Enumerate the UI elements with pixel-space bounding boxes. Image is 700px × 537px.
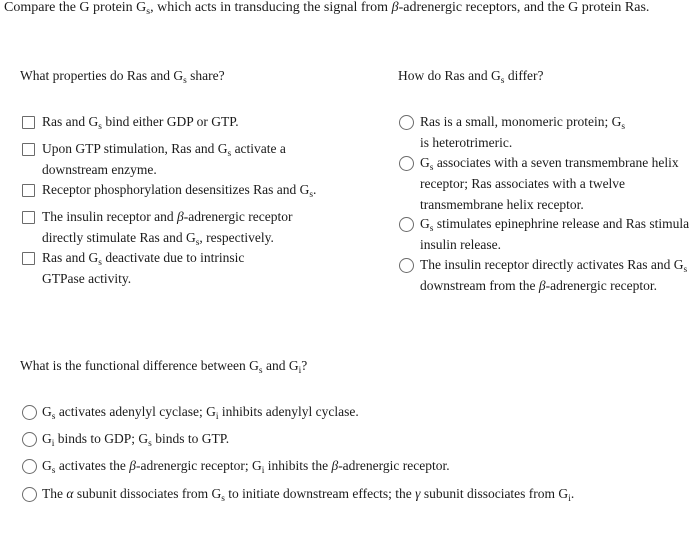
option-label: $G_s$ associates with a seven transmembrane helix bbox=[420, 155, 679, 173]
page-title: Compare the G protein $G_s$, which acts in transducing the signal from β-adrenergic receptors, and the G protein Ras. bbox=[4, 0, 650, 17]
checkbox[interactable] bbox=[22, 143, 35, 156]
option-label-line2: GTPase activity. bbox=[42, 271, 132, 286]
radio-button[interactable] bbox=[22, 432, 37, 447]
option-label: The α subunit dissociates from $G_s$ to initiate downstream effects; the γ subunit dissociates from $G_i$. bbox=[42, 486, 575, 504]
question-functional-difference: What is the functional difference between $G_s$ and $G_i$? bbox=[20, 358, 308, 376]
option-label: Receptor phosphorylation desensitizes Ras and $G_s$. bbox=[42, 182, 317, 200]
option-label: $G_s$ activates adenylyl cyclase; $G_i$ inhibits adenylyl cyclase. bbox=[42, 404, 359, 422]
option-label: Ras is a small, monomeric protein; $G_s$ bbox=[420, 114, 626, 132]
option-label: $G_s$ activates the β-adrenergic receptor; $G_i$ inhibits the β-adrenergic receptor. bbox=[42, 458, 450, 476]
option-label-line2: receptor; Ras associates with a twelve bbox=[420, 176, 626, 191]
option-label: Ras and $G_s$ deactivate due to intrinsic bbox=[42, 250, 245, 268]
radio-button[interactable] bbox=[399, 115, 414, 130]
option-label-line2: is heterotrimeric. bbox=[420, 135, 513, 150]
option-label: $G_i$ binds to GDP; $G_s$ binds to GTP. bbox=[42, 431, 230, 449]
option-label-line2: downstream from the β-adrenergic receptor. bbox=[420, 278, 658, 293]
radio-button[interactable] bbox=[399, 217, 414, 232]
radio-button[interactable] bbox=[22, 487, 37, 502]
question-differences: How do Ras and $G_s$ differ? bbox=[398, 68, 544, 86]
option-label-line2: insulin release. bbox=[420, 237, 501, 252]
option-label: $G_s$ stimulates epinephrine release and Ras stimula bbox=[420, 216, 690, 234]
radio-button[interactable] bbox=[399, 258, 414, 273]
option-label: Upon GTP stimulation, Ras and $G_s$ activate a bbox=[42, 141, 286, 159]
checkbox[interactable] bbox=[22, 211, 35, 224]
checkbox[interactable] bbox=[22, 184, 35, 197]
checkbox[interactable] bbox=[22, 252, 35, 265]
question-shared-properties: What properties do Ras and $G_s$ share? bbox=[20, 68, 225, 86]
option-label: Ras and $G_s$ bind either GDP or GTP. bbox=[42, 114, 239, 132]
option-label-line3: transmembrane helix receptor. bbox=[420, 197, 584, 212]
option-label-line2: directly stimulate Ras and $G_s$, respectively. bbox=[42, 230, 274, 248]
radio-button[interactable] bbox=[22, 459, 37, 474]
checkbox[interactable] bbox=[22, 116, 35, 129]
option-label-line2: downstream enzyme. bbox=[42, 162, 157, 177]
radio-button[interactable] bbox=[399, 156, 414, 171]
option-label: The insulin receptor directly activates Ras and $G_s$ bbox=[420, 257, 688, 275]
option-label: The insulin receptor and β-adrenergic receptor bbox=[42, 209, 293, 224]
radio-button[interactable] bbox=[22, 405, 37, 420]
